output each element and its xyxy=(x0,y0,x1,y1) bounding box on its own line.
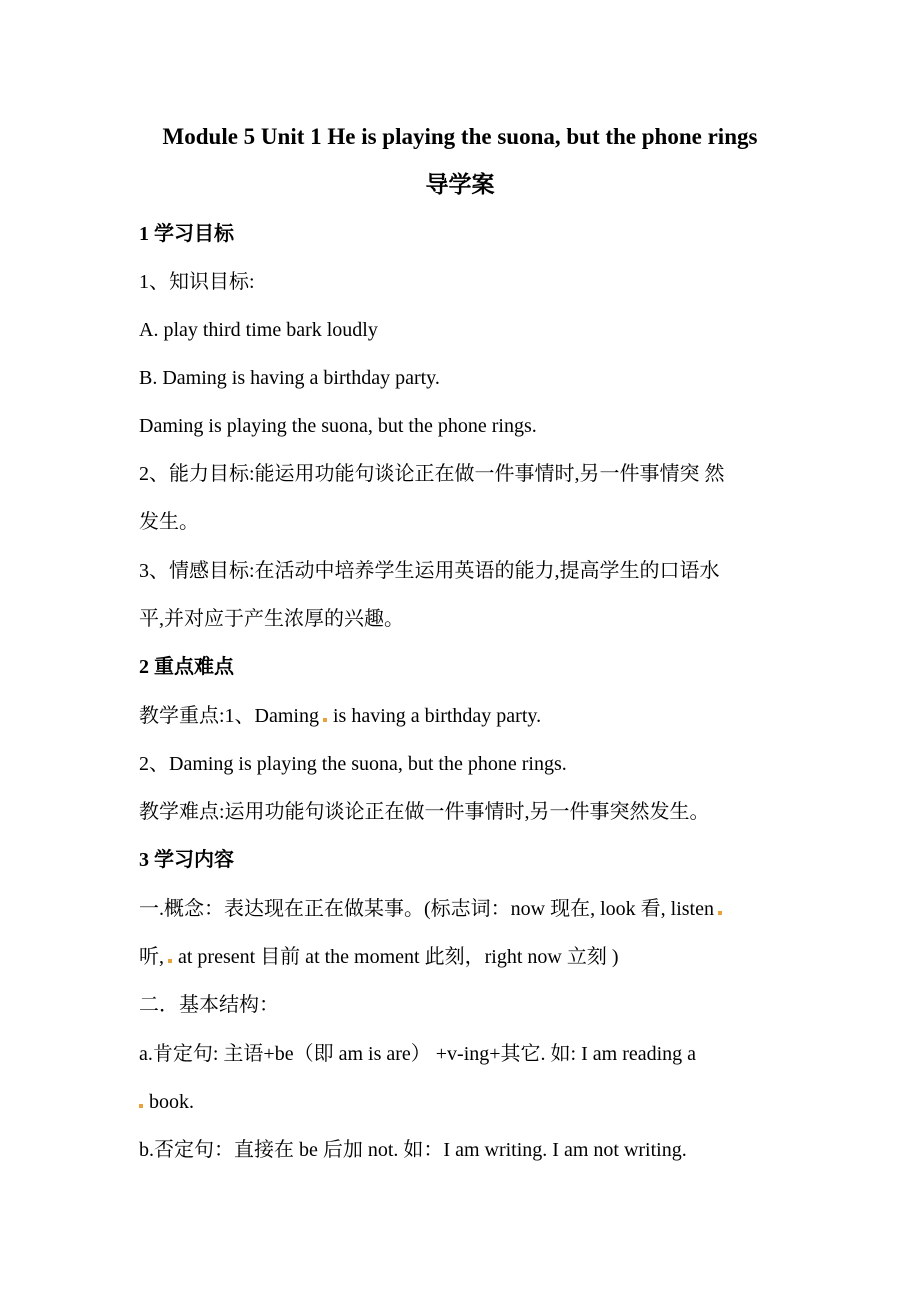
section-heading-content: 3 学习内容 xyxy=(139,849,234,871)
objective-item-b-sentence: Daming is playing the suona, but the phone rings. xyxy=(139,415,537,437)
concept-text-cont-a: 听, xyxy=(139,946,164,968)
section-heading-objectives: 1 学习目标 xyxy=(139,223,234,245)
concept-line-cont xyxy=(139,944,618,970)
marker-dot xyxy=(718,911,722,915)
difficulty-point: 教学难点:运用功能句谈论正在做一件事情时,另一件事突然发生。 xyxy=(139,801,710,823)
objective-item-b: B. Daming is having a birthday party. xyxy=(139,367,440,389)
structure-heading: 二．基本结构： xyxy=(139,994,279,1016)
knowledge-objective-label: 1、知识目标: xyxy=(139,271,255,293)
key-point-2: 2、Daming is playing the suona, but the phone rings. xyxy=(139,753,567,775)
marker-dot xyxy=(168,959,172,963)
affirmative-example-end: book. xyxy=(149,1091,194,1113)
objective-item-a: A. play third time bark loudly xyxy=(139,319,378,341)
section-heading-key-points: 2 重点难点 xyxy=(139,656,234,678)
affirmative-rule: a.肯定句: 主语+be（即 am is are） +v-ing+其它. 如: I am reading a xyxy=(139,1043,697,1065)
document-subtitle: 导学案 xyxy=(425,172,495,197)
key-point-1-part-a: 教学重点:1、Daming xyxy=(139,705,319,727)
key-point-1-part-b: is having a birthday party. xyxy=(333,705,542,727)
affirmative-rule-cont xyxy=(139,1089,194,1115)
marker-dot xyxy=(139,1104,143,1108)
ability-objective: 2、能力目标:能运用功能句谈论正在做一件事情时,另一件事情突 然 xyxy=(139,463,725,485)
key-point-1 xyxy=(139,703,541,729)
ability-objective-cont: 发生。 xyxy=(139,511,199,533)
concept-text: 一.概念：表达现在正在做某事。(标志词：now 现在, look 看, listen xyxy=(139,898,714,920)
emotion-objective-cont: 平,并对应于产生浓厚的兴趣。 xyxy=(139,608,404,630)
marker-dot xyxy=(323,718,327,722)
document-title: Module 5 Unit 1 He is playing the suona, but the phone rings xyxy=(162,124,758,149)
negative-rule: b.否定句：直接在 be 后加 not. 如：I am writing. I am not writing. xyxy=(139,1139,687,1161)
concept-line xyxy=(139,896,728,922)
concept-text-cont-b: at present 目前 at the moment 此刻，right now 立刻 ) xyxy=(178,946,619,968)
emotion-objective: 3、情感目标:在活动中培养学生运用英语的能力,提高学生的口语水 xyxy=(139,560,720,582)
